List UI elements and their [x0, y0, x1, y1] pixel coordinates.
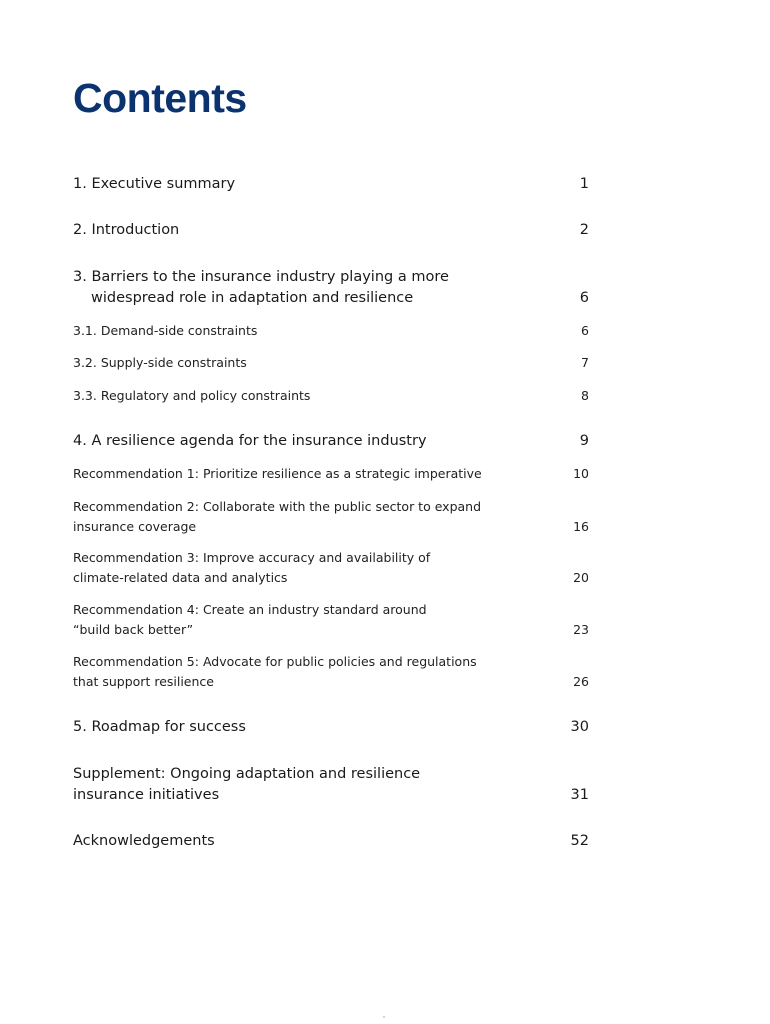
toc-page-number: 16 [573, 519, 589, 534]
toc-entry-label: 5. Roadmap for success [73, 719, 246, 735]
toc-page-number: 8 [581, 388, 589, 403]
toc-page-number: 6 [579, 290, 589, 306]
toc-page-number: 52 [570, 833, 589, 849]
toc-page-number: 30 [570, 719, 589, 735]
toc-entry-label: Acknowledgements [73, 833, 215, 849]
toc-page-number: 23 [573, 622, 589, 637]
toc-entry-label: 3.2. Supply-side constraints [73, 355, 247, 370]
toc-page-number: 1 [579, 176, 589, 192]
toc-entry-label: 1. Executive summary [73, 176, 236, 192]
toc-entry-label: Recommendation 4: Create an industry standard around “build back better” [73, 602, 427, 637]
toc-page-number: 6 [581, 323, 589, 338]
page-title: Contents [73, 75, 247, 121]
toc-entry-label: Recommendation 1: Prioritize resilience as a strategic imperative [73, 466, 482, 481]
toc-entry-label: Recommendation 3: Improve accuracy and availability of climate-related data and analytics [73, 550, 431, 585]
toc-entry-label: 2. Introduction [73, 222, 180, 238]
toc-entry-label: 4. A resilience agenda for the insurance industry [73, 433, 427, 449]
toc-entry-label: 3.3. Regulatory and policy constraints [73, 388, 311, 403]
toc-entry-label: 3. Barriers to the insurance industry playing a more widespread role in adaptation and resilience [73, 269, 449, 306]
toc-entry-label: 3.1. Demand-side constraints [73, 323, 258, 338]
toc-page-number: 7 [581, 355, 589, 370]
toc-page-number: 2 [579, 222, 589, 238]
toc-entry-label: Recommendation 5: Advocate for public policies and regulations that support resilience [73, 654, 477, 689]
toc-page-number: 9 [579, 433, 589, 449]
footer-mark [383, 1016, 385, 1018]
toc-page-number: 20 [573, 570, 589, 585]
toc-page-number: 26 [573, 674, 589, 689]
toc-entry-label: Recommendation 2: Collaborate with the public sector to expand insurance coverage [73, 499, 482, 534]
toc-entry-label: Supplement: Ongoing adaptation and resilience insurance initiatives [73, 766, 421, 803]
toc-page-number: 10 [573, 466, 589, 481]
toc-page-number: 31 [570, 787, 589, 803]
